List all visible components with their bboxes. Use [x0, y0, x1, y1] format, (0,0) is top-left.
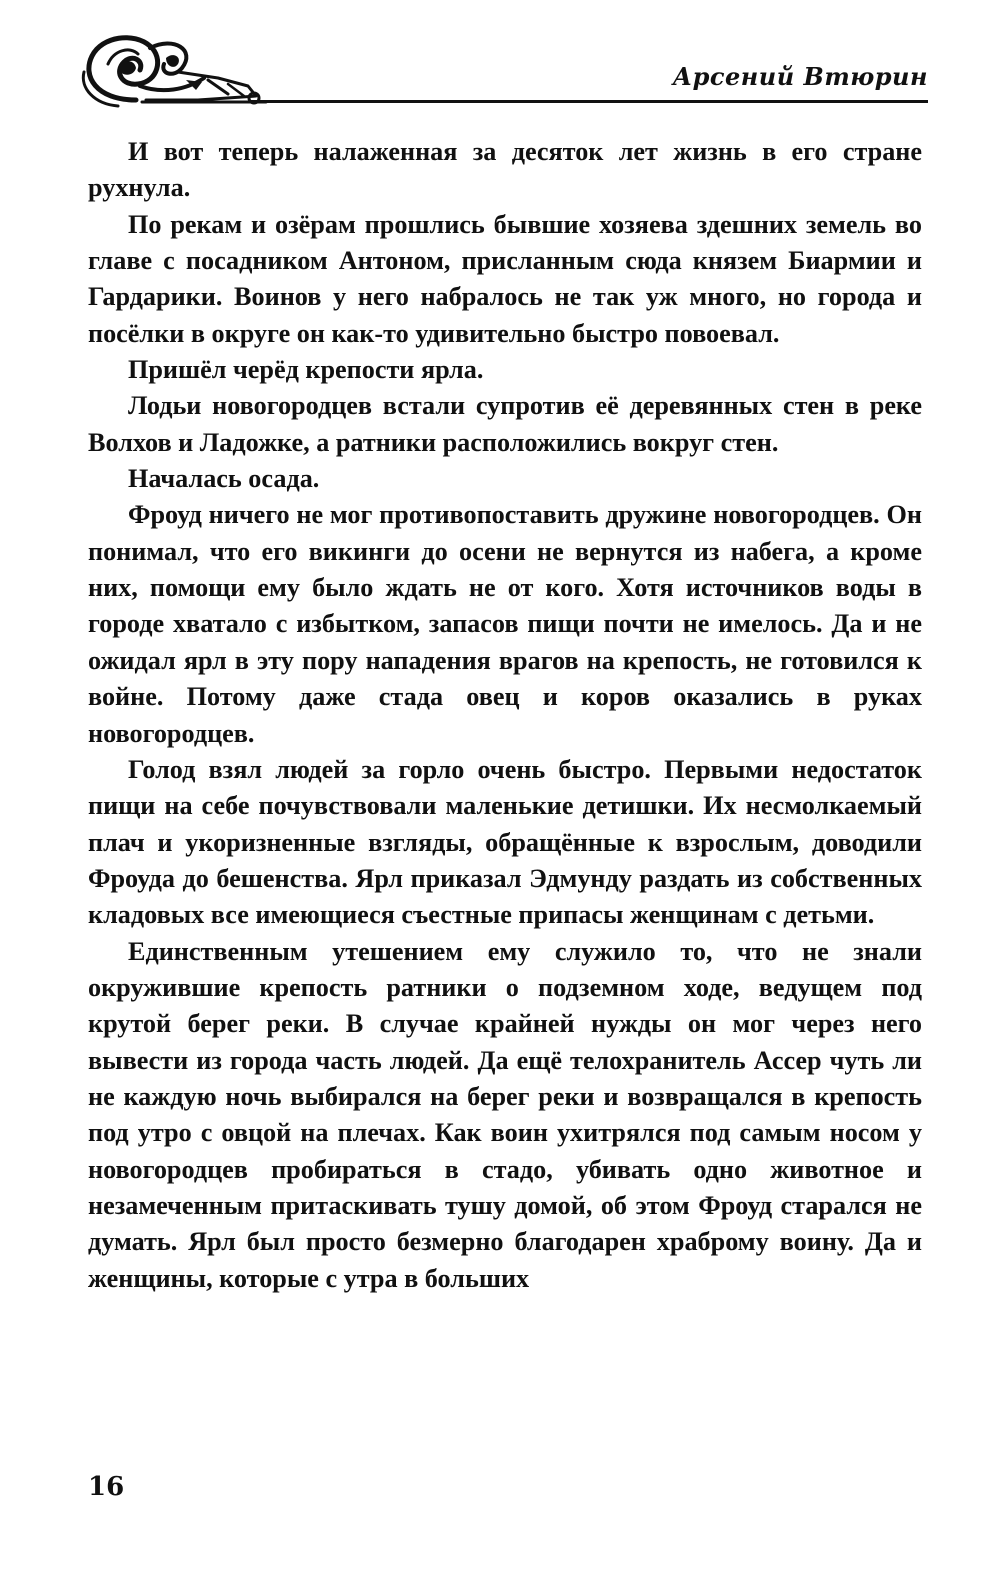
header-rule: [248, 100, 928, 103]
page-header: [78, 28, 928, 112]
paragraph: Пришёл черёд крепости ярла.: [128, 355, 484, 385]
paragraph: Фроуд ничего не мог противопоставить дружине новогородцев. Он понимал, что его викинги до осени не вернутся из набега, а кроме них, помощи ему было ждать не от кого. Хотя источников воды в городе хватало с избытком, запасов пищи почти не имелось. Да и не ожидал ярл в эту пору нападения врагов на крепость, не готовился к войне. Потому даже стада овец и коров оказались в руках новогородцев.: [88, 500, 922, 748]
ornament-icon: [78, 28, 268, 112]
paragraph: И вот теперь налаженная за десяток лет жизнь в его стране рухнула.: [88, 137, 922, 203]
body-text: [88, 134, 922, 1297]
paragraph: Началась осада.: [128, 464, 320, 494]
paragraph: Лодьи новогородцев встали супротив её деревянных стен в реке Волхов и Ладожке, а ратники расположились вокруг стен.: [88, 391, 922, 457]
paragraph: По рекам и озёрам прошлись бывшие хозяева здешних земель во главе с посадником Антоном, присланным сюда князем Биармии и Гардарики. Воинов у него набралось не так уж много, но города и посёлки в округе он как-то удивительно быстро повоевал.: [88, 209, 922, 348]
paragraph: Голод взял людей за горло очень быстро. Первыми недостаток пищи на себе почувствовали маленькие детишки. Их несмолкаемый плач и укоризненные взгляды, обращённые к взрослым, доводили Фроуда до бешенства. Ярл приказал Эдмунду раздать из собственных кладовых все имеющиеся съестные припасы женщинам с детьми.: [88, 754, 922, 930]
author-name: Арсений Втюрин: [672, 62, 928, 91]
paragraph: Единственным утешением ему служило то, что не знали окружившие крепость ратники о подземном ходе, ведущем под крутой берег реки. В случае крайней нужды он мог через него вывести из города часть людей. Да ещё телохранитель Ассер чуть ли не каждую ночь выбирался на берег реки и возвращался в крепость под утро с овцой на плечах. Как воин ухитрялся под самым носом у новогородцев пробираться в стадо, убивать одно животное и незамеченным притаскивать тушу домой, об этом Фроуд старался не думать. Ярл был просто безмерно благодарен храброму воину. Да и женщины, которые с утра в больших: [88, 936, 922, 1293]
page-number: 16: [88, 1472, 125, 1502]
